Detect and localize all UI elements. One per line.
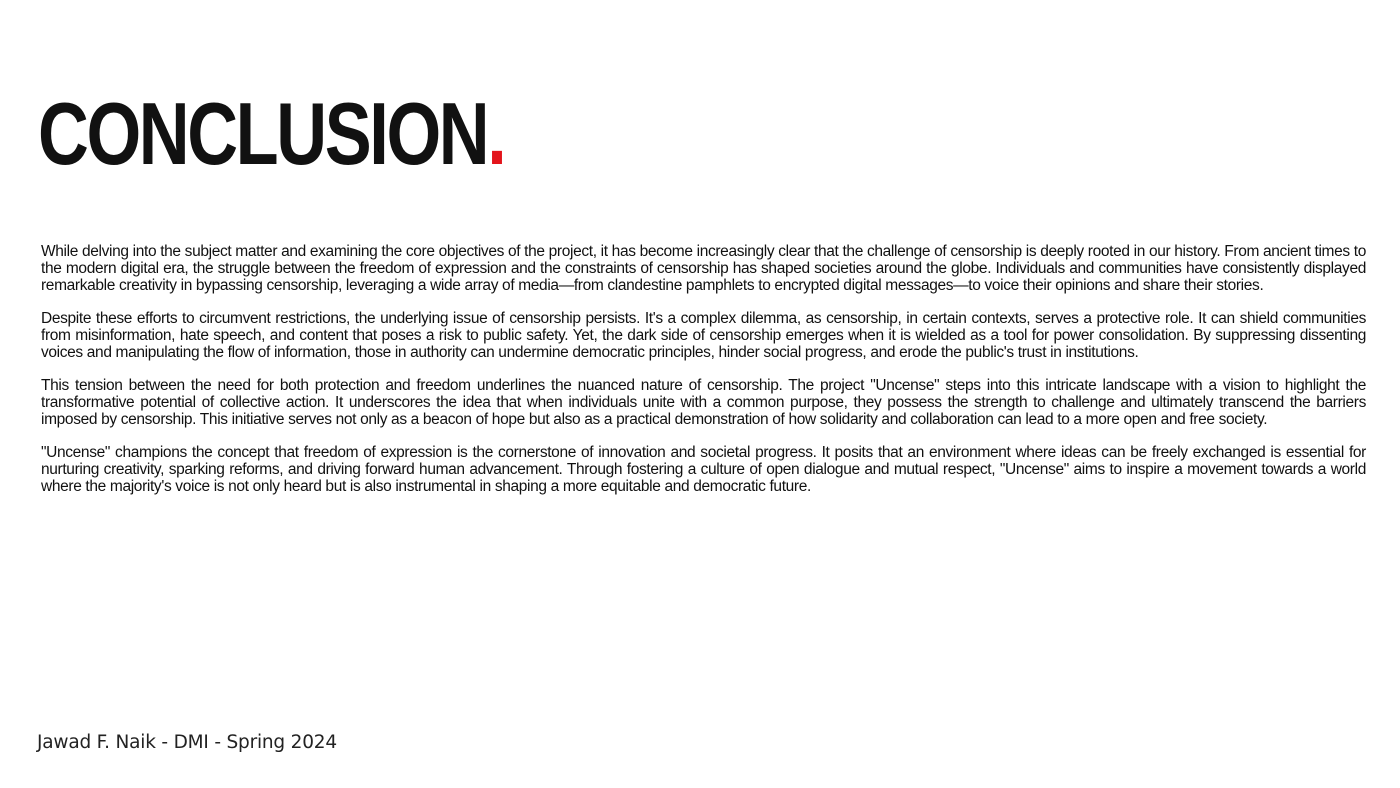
page-title-text: CONCLUSION (38, 84, 488, 183)
footer-credit: Jawad F. Naik - DMI - Spring 2024 (37, 732, 337, 753)
conclusion-body (41, 243, 1366, 511)
paragraph: While delving into the subject matter and examining the core objectives of the project, it has become increasingly clear that the challenge of censorship is deeply rooted in our history. From ancient times to the modern digital era, the struggle between the freedom of expression and the constraints of censorship has shaped societies around the globe. Individuals and communities have consistently displayed remarkable creativity in bypassing censorship, leveraging a wide array of media—from clandestine pamphlets to encrypted digital messages—to voice their opinions and share their stories. (41, 243, 1366, 294)
paragraph: This tension between the need for both protection and freedom underlines the nuanced nature of censorship. The project "Uncense" steps into this intricate landscape with a vision to highlight the transformative potential of collective action. It underscores the idea that when individuals unite with a common purpose, they possess the strength to challenge and ultimately transcend the barriers imposed by censorship. This initiative serves not only as a beacon of hope but also as a practical demonstration of how solidarity and collaboration can lead to a more open and free society. (41, 377, 1366, 428)
page-title (38, 86, 504, 182)
paragraph: "Uncense" champions the concept that freedom of expression is the cornerstone of innovation and societal progress. It posits that an environment where ideas can be freely exchanged is essential for nurturing creativity, sparking reforms, and driving forward human advancement. Through fostering a culture of open dialogue and mutual respect, "Uncense" aims to inspire a movement towards a world where the majority's voice is not only heard but is also instrumental in shaping a more equitable and democratic future. (41, 444, 1366, 495)
paragraph: Despite these efforts to circumvent restrictions, the underlying issue of censorship persists. It's a complex dilemma, as censorship, in certain contexts, serves a protective role. It can shield communities from misinformation, hate speech, and content that poses a risk to public safety. Yet, the dark side of censorship emerges when it is wielded as a tool for power consolidation. By suppressing dissenting voices and manipulating the flow of information, those in authority can undermine democratic principles, hinder social progress, and erode the public's trust in institutions. (41, 310, 1366, 361)
title-accent-dot: . (487, 84, 505, 183)
